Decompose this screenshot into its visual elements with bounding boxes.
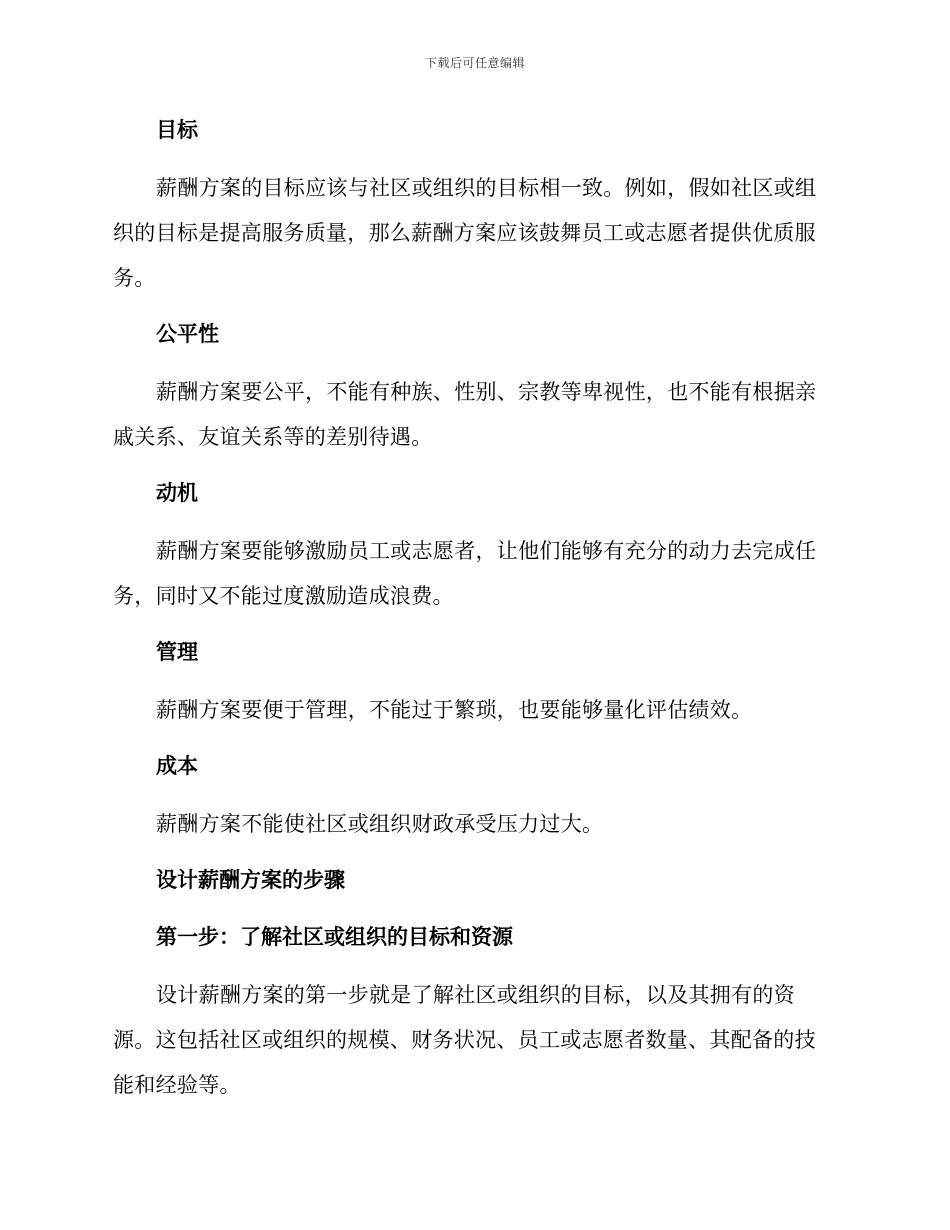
section-heading-fairness: 公平性 [156, 322, 219, 346]
section-paragraph-management: 薪酬方案要便于管理，不能过于繁琐，也要能够量化评估绩效。 [156, 698, 753, 722]
section-heading-design-steps: 设计薪酬方案的步骤 [156, 868, 345, 892]
section-paragraph-cost: 薪酬方案不能使社区或组织财政承受压力过大。 [156, 812, 604, 836]
section-heading-goal: 目标 [156, 118, 198, 142]
section-paragraph-goal: 薪酬方案的目标应该与社区或组织的目标相一致。例如，假如社区或组织的目标是提高服务质量，那么薪酬方案应该鼓舞员工或志愿者提供优质服务。 [113, 176, 817, 290]
section-paragraph-step-one: 设计薪酬方案的第一步就是了解社区或组织的目标，以及其拥有的资源。这包括社区或组织的规模、财务状况、员工或志愿者数量、其配备的技能和经验等。 [113, 983, 816, 1097]
section-heading-cost: 成本 [156, 754, 198, 778]
page-header: 下载后可任意编辑 [424, 56, 525, 70]
section-paragraph-fairness: 薪酬方案要公平，不能有种族、性别、宗教等卑视性，也不能有根据亲戚关系、友谊关系等的差别待遇。 [113, 380, 817, 449]
document-body [113, 109, 833, 1120]
section-heading-step-one: 第一步：了解社区或组织的目标和资源 [156, 925, 513, 949]
section-paragraph-motivation: 薪酬方案要能够激励员工或志愿者，让他们能够有充分的动力去完成任务，同时又不能过度激励造成浪费。 [113, 539, 817, 608]
section-heading-management: 管理 [156, 640, 198, 664]
section-heading-motivation: 动机 [156, 481, 198, 505]
